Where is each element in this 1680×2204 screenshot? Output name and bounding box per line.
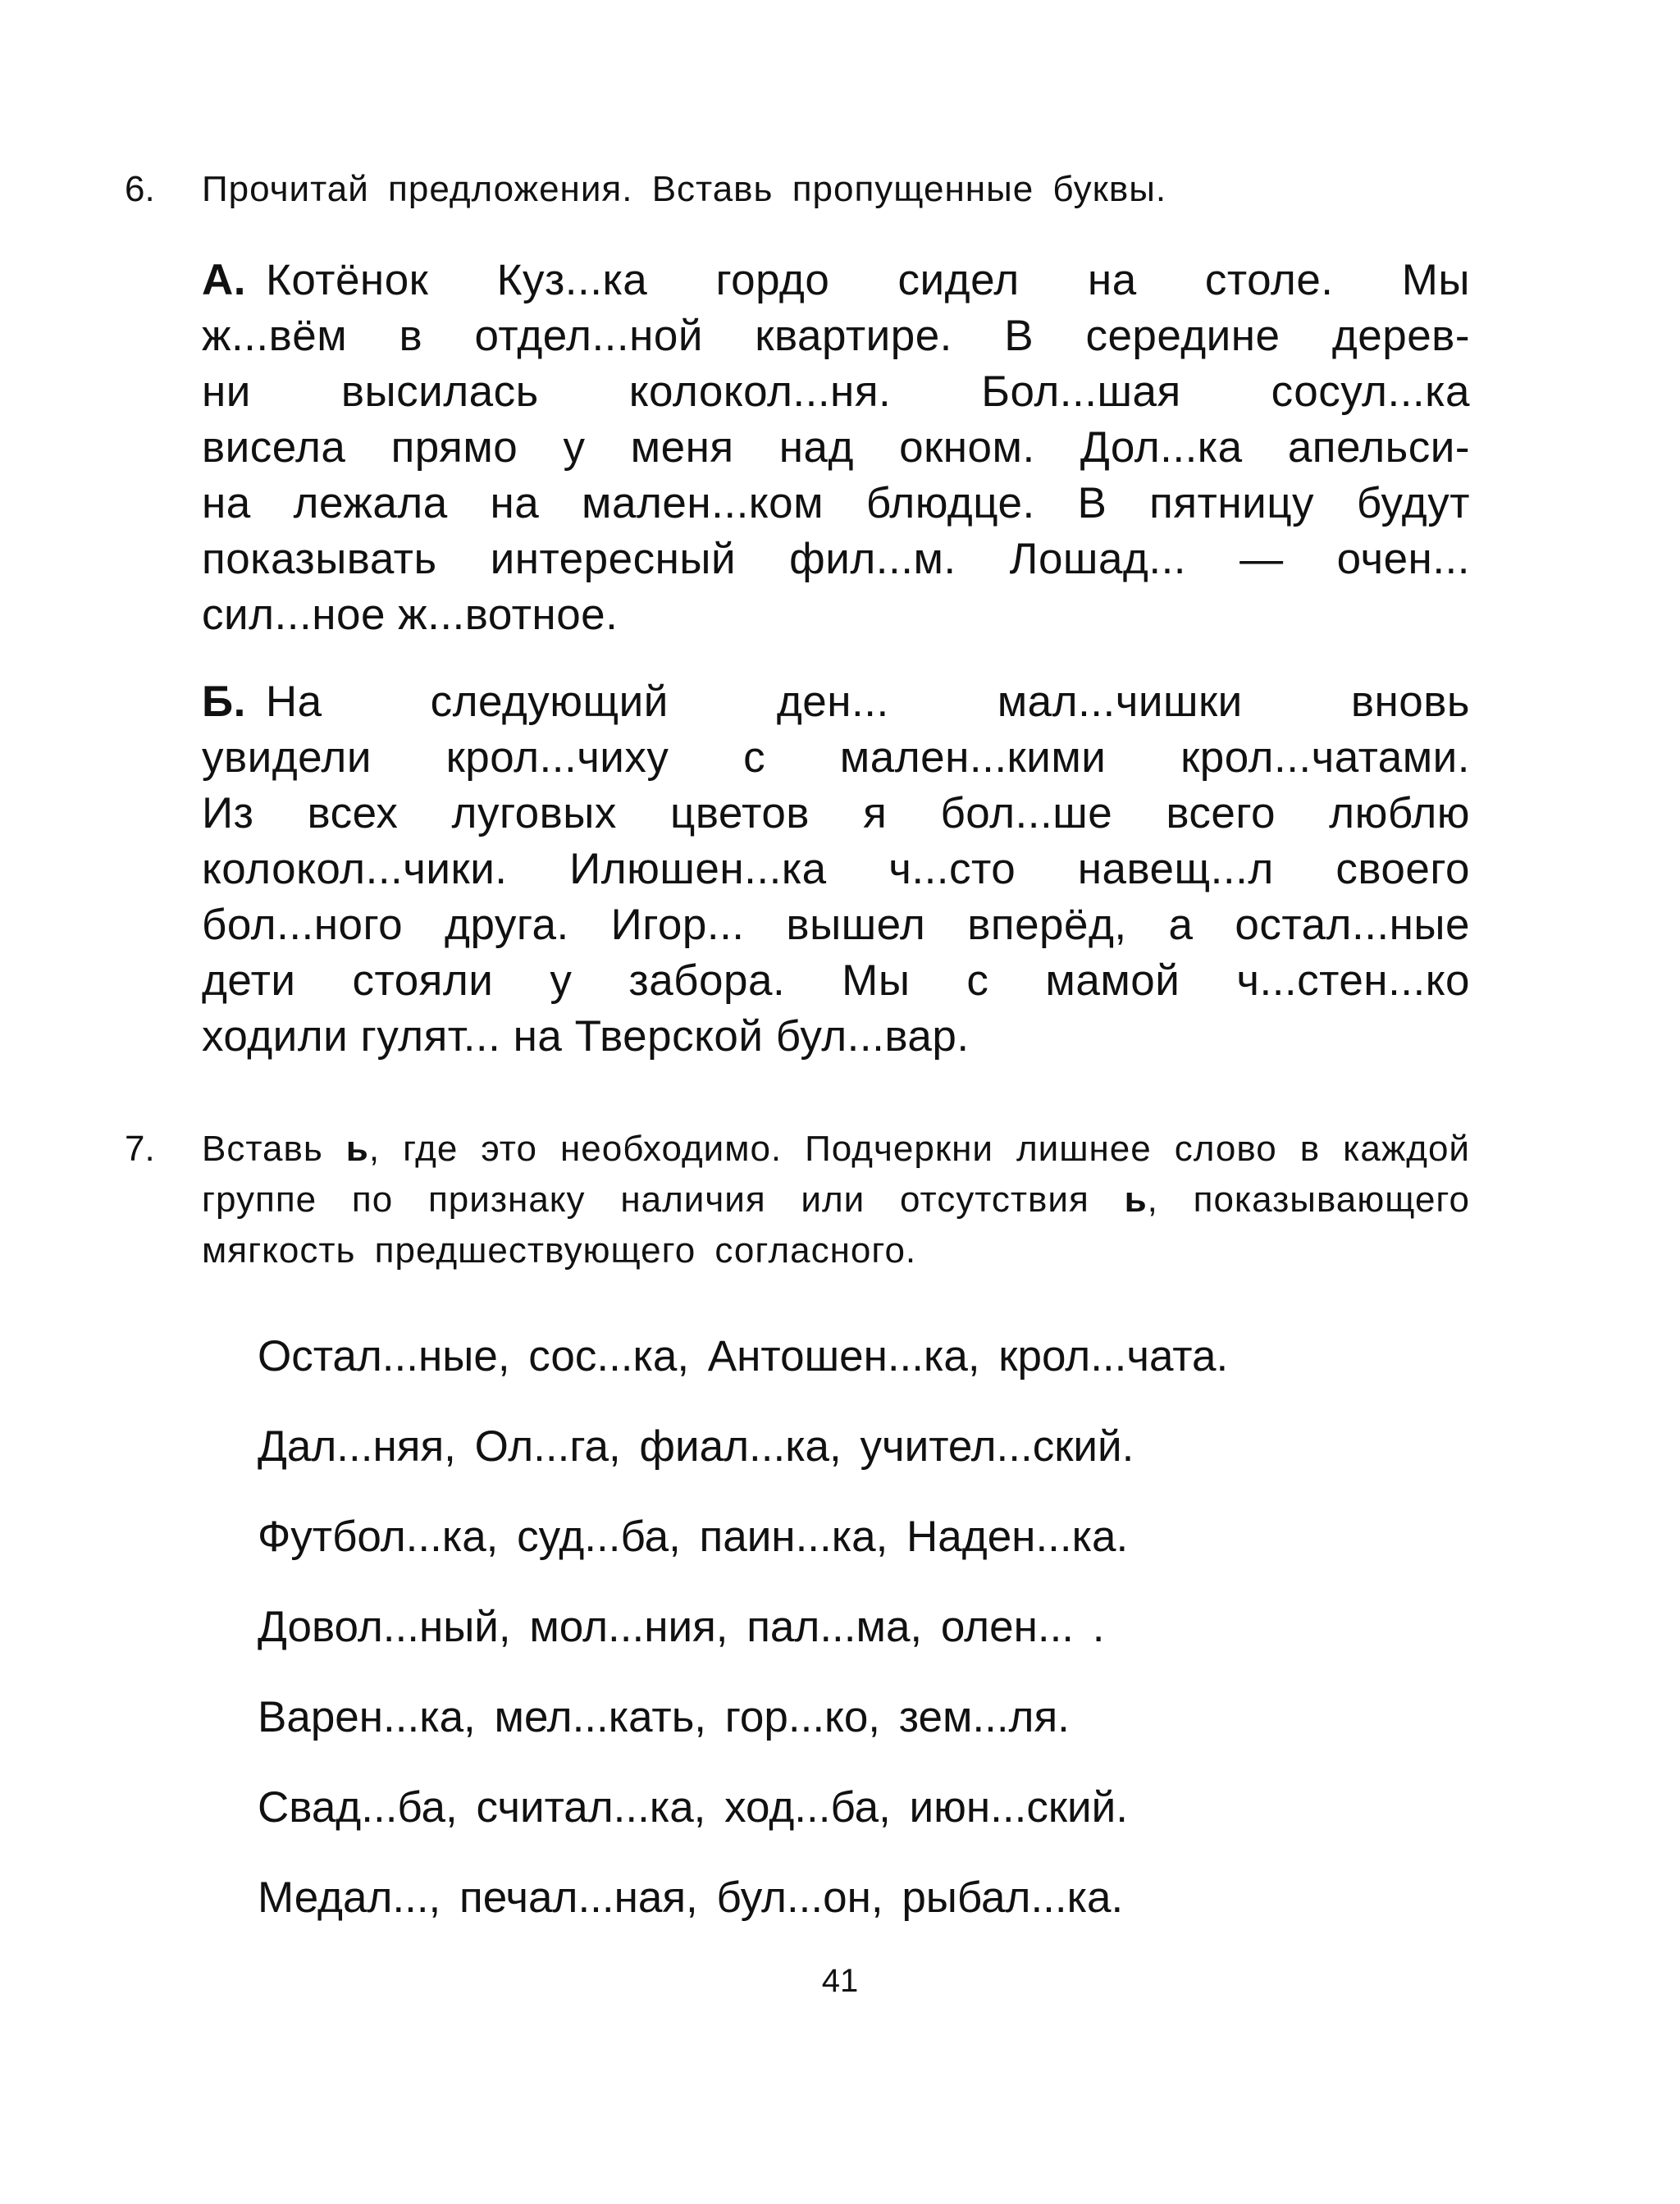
task-instruction: Вставь ь, где это необходимо. Подчеркни лишнее слово в каждой группе по признаку наличия или отсутствия ь, показывающего мягкость предшествующего согласного. [202,1129,1470,1271]
paragraph-line: ходили гулят... на Тверской бул...вар. [202,1012,970,1061]
soft-sign-letter: ь [1124,1180,1148,1220]
soft-sign-letter: ь [345,1129,369,1169]
word-row: Варен...ка, мел...кать, гор...ко, зем...ля. [258,1693,1070,1741]
task-number: 6. [125,169,155,209]
task-7-header [125,1124,1470,1280]
word-row: Свад...ба, считал...ка, ход...ба, июн...ский. [258,1783,1128,1832]
page-number: 41 [821,1963,859,1999]
paragraph-line: ж...вём в отдел...ной квартире. В середине дерев- [202,312,1470,360]
part-label: Б. [202,678,246,726]
paragraph-line: показывать интересный фил...м. Лошад... — очен... [202,535,1470,583]
paragraph-line: увидели крол...чиху с мален...кими крол...чатами. [202,733,1470,782]
word-row: Футбол...ка, суд...ба, паин...ка, Наден...ка. [258,1513,1129,1561]
task-instruction: Прочитай предложения. Вставь пропущенные буквы. [202,169,1167,209]
word-row: Довол...ный, мол...ния, пал...ма, олен... . [258,1603,1105,1651]
paragraph-line: на лежала на мален...ком блюдце. В пятницу будут [202,479,1470,527]
task-number: 7. [125,1129,155,1169]
paragraph-line: Б. На следующий ден... мал...чишки вновь [202,678,1470,726]
paragraph-b [202,674,1470,1065]
paragraph-line: ни высилась колокол...ня. Бол...шая сосул...ка [202,367,1470,416]
paragraph-a [202,253,1470,643]
part-label: А. [202,256,246,304]
paragraph-line: висела прямо у меня над окном. Дол...ка апельси- [202,423,1470,472]
word-row: Медал..., печал...ная, бул...он, рыбал...ка. [258,1873,1124,1922]
paragraph-line: А. Котёнок Куз...ка гордо сидел на столе. Мы [202,256,1470,304]
paragraph-line: Из всех луговых цветов я бол...ше всего люблю [202,789,1470,837]
word-row: Остал...ные, сос...ка, Антошен...ка, крол...чата. [258,1332,1229,1380]
paragraph-line: бол...ного друга. Игор... вышел вперёд, а остал...ные [202,901,1470,949]
task-6-header [125,164,1470,215]
paragraph-line: колокол...чики. Илюшен...ка ч...сто навещ...л своего [202,845,1470,893]
word-row: Дал...няя, Ол...га, фиал...ка, учител...ский. [258,1422,1134,1471]
paragraph-line: сил...ное ж...вотное. [202,591,619,639]
paragraph-line: дети стояли у забора. Мы с мамой ч...стен...ко [202,956,1470,1005]
